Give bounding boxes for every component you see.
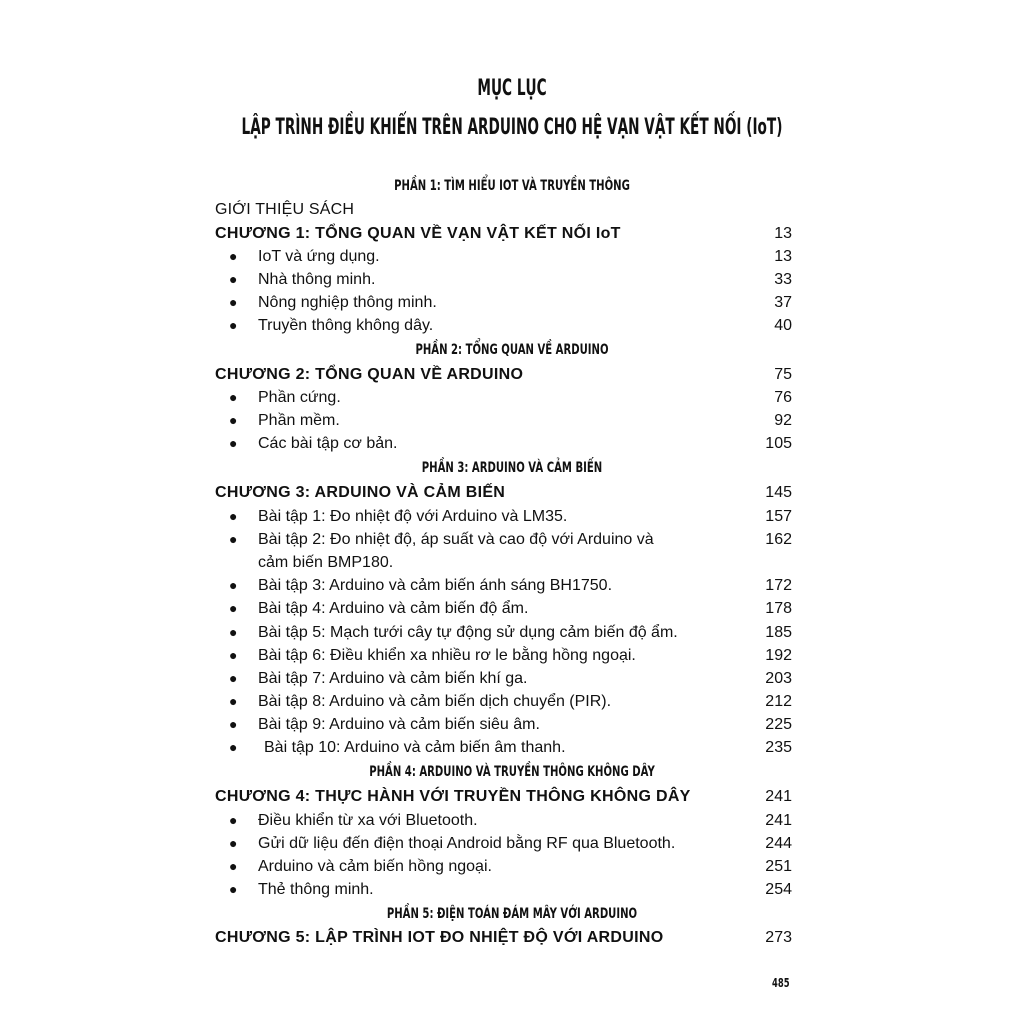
bullet-icon: ●	[229, 624, 238, 640]
entry-text: Các bài tập cơ bản.	[258, 435, 398, 452]
entry-page: 40	[774, 317, 792, 334]
entry-page: 235	[765, 739, 792, 756]
entry-text: Bài tập 9: Arduino và cảm biến siêu âm.	[258, 716, 540, 733]
list-item	[0, 858, 1024, 880]
chapter-3-page: 145	[765, 484, 792, 501]
bullet-icon: ●	[229, 577, 238, 593]
bullet-icon: ●	[229, 670, 238, 686]
entry-page: 76	[774, 389, 792, 406]
chapter-4-page: 241	[765, 788, 792, 805]
entry-page: 212	[765, 693, 792, 710]
entry-text: Bài tập 6: Điều khiển xa nhiều rơ le bằng hồng ngoại.	[258, 647, 636, 664]
bullet-icon: ●	[229, 294, 238, 310]
list-item	[0, 693, 1024, 715]
entry-page: 37	[774, 294, 792, 311]
list-item	[0, 317, 1024, 339]
entry-text: Bài tập 7: Arduino và cảm biến khí ga.	[258, 670, 528, 687]
part-2-heading: PHẦN 2: TỔNG QUAN VỀ ARDUINO	[415, 342, 609, 358]
entry-page: 178	[765, 600, 792, 617]
bullet-icon: ●	[229, 248, 238, 264]
entry-text: Phần mềm.	[258, 412, 340, 429]
bullet-icon: ●	[229, 271, 238, 287]
entry-page: 157	[765, 508, 792, 525]
list-item	[0, 812, 1024, 834]
chapter-1-row	[0, 225, 1024, 247]
page-number: 485	[772, 976, 790, 990]
bullet-icon: ●	[229, 317, 238, 333]
list-item	[0, 531, 1024, 553]
list-item	[0, 624, 1024, 646]
entry-text: Điều khiển từ xa với Bluetooth.	[258, 812, 478, 829]
entry-text: Bài tập 2: Đo nhiệt độ, áp suất và cao độ với Arduino và	[258, 531, 654, 548]
chapter-2-title: CHƯƠNG 2: TỔNG QUAN VỀ ARDUINO	[215, 366, 524, 383]
list-item	[0, 294, 1024, 316]
chapter-3-title: CHƯƠNG 3: ARDUINO VÀ CẢM BIẾN	[215, 484, 506, 501]
list-item	[0, 835, 1024, 857]
entry-text: IoT và ứng dụng.	[258, 248, 380, 265]
page-title: MỤC LỤC	[477, 76, 547, 101]
entry-page: 33	[774, 271, 792, 288]
chapter-5-page: 273	[765, 929, 792, 946]
list-item	[0, 248, 1024, 270]
bullet-icon: ●	[229, 412, 238, 428]
bullet-icon: ●	[229, 858, 238, 874]
chapter-5-row	[0, 929, 1024, 951]
bullet-icon: ●	[229, 435, 238, 451]
entry-text: Bài tập 1: Đo nhiệt độ với Arduino và LM35.	[258, 508, 568, 525]
entry-text: Bài tập 5: Mạch tưới cây tự động sử dụng cảm biến độ ẩm.	[258, 624, 678, 641]
bullet-icon: ●	[229, 531, 238, 547]
intro-entry: GIỚI THIỆU SÁCH	[215, 201, 355, 218]
entry-text: Bài tập 4: Arduino và cảm biến độ ẩm.	[258, 600, 529, 617]
chapter-5-title: CHƯƠNG 5: LẬP TRÌNH IOT ĐO NHIỆT ĐỘ VỚI ARDUINO	[215, 929, 664, 946]
chapter-2-page: 75	[774, 366, 792, 383]
part-1-heading: PHẦN 1: TÌM HIỂU IOT VÀ TRUYỀN THÔNG	[394, 178, 630, 194]
bullet-icon: ●	[229, 389, 238, 405]
bullet-icon: ●	[229, 812, 238, 828]
entry-text: Nông nghiệp thông minh.	[258, 294, 437, 311]
entry-text-continued: cảm biến BMP180.	[258, 554, 394, 571]
list-item	[0, 600, 1024, 622]
list-item	[0, 271, 1024, 293]
entry-page: 105	[765, 435, 792, 452]
bullet-icon: ●	[229, 508, 238, 524]
entry-page: 92	[774, 412, 792, 429]
part-4-heading: PHẦN 4: ARDUINO VÀ TRUYỀN THÔNG KHÔNG DÂY	[369, 764, 655, 780]
entry-page: 162	[765, 531, 792, 548]
list-item	[0, 435, 1024, 457]
bullet-icon: ●	[229, 739, 238, 755]
entry-page: 172	[765, 577, 792, 594]
part-3-heading: PHẦN 3: ARDUINO VÀ CẢM BIẾN	[421, 460, 603, 476]
entry-page: 13	[774, 248, 792, 265]
list-item	[0, 389, 1024, 411]
entry-text: Nhà thông minh.	[258, 271, 376, 288]
entry-page: 225	[765, 716, 792, 733]
entry-page: 254	[765, 881, 792, 898]
chapter-1-page: 13	[774, 225, 792, 242]
entry-text: Thẻ thông minh.	[258, 881, 374, 898]
entry-text: Bài tập 3: Arduino và cảm biến ánh sáng BH1750.	[258, 577, 613, 594]
chapter-2-row	[0, 366, 1024, 388]
bullet-icon: ●	[229, 693, 238, 709]
book-subtitle: LẬP TRÌNH ĐIỀU KHIỂN TRÊN ARDUINO CHO HỆ VẠN VẬT KẾT NỐI (IoT)	[241, 115, 783, 140]
list-item	[0, 670, 1024, 692]
chapter-1-title: CHƯƠNG 1: TỔNG QUAN VỀ VẠN VẬT KẾT NỐI IoT	[215, 225, 621, 242]
entry-page: 192	[765, 647, 792, 664]
list-item	[0, 716, 1024, 738]
entry-text: Arduino và cảm biến hồng ngoại.	[258, 858, 492, 875]
entry-text: Bài tập 8: Arduino và cảm biến dịch chuyển (PIR).	[258, 693, 612, 710]
part-5-heading: PHẦN 5: ĐIỆN TOÁN ĐÁM MÂY VỚI ARDUINO	[386, 906, 638, 922]
entry-page: 251	[765, 858, 792, 875]
entry-page: 241	[765, 812, 792, 829]
bullet-icon: ●	[229, 647, 238, 663]
list-item	[0, 647, 1024, 669]
bullet-icon: ●	[229, 600, 238, 616]
chapter-4-row	[0, 788, 1024, 810]
chapter-3-row	[0, 484, 1024, 506]
list-item	[0, 508, 1024, 530]
entry-page: 244	[765, 835, 792, 852]
chapter-4-title: CHƯƠNG 4: THỰC HÀNH VỚI TRUYỀN THÔNG KHÔNG DÂY	[215, 788, 691, 805]
entry-text: Phần cứng.	[258, 389, 341, 406]
entry-page: 185	[765, 624, 792, 641]
list-item-continuation	[0, 554, 1024, 576]
bullet-icon: ●	[229, 881, 238, 897]
entry-text: Bài tập 10: Arduino và cảm biến âm thanh.	[264, 739, 566, 756]
list-item	[0, 881, 1024, 903]
list-item	[0, 577, 1024, 599]
bullet-icon: ●	[229, 716, 238, 732]
entry-page: 203	[765, 670, 792, 687]
list-item	[0, 412, 1024, 434]
list-item	[0, 739, 1024, 761]
entry-text: Gửi dữ liệu đến điện thoại Android bằng RF qua Bluetooth.	[258, 835, 676, 852]
bullet-icon: ●	[229, 835, 238, 851]
entry-text: Truyền thông không dây.	[258, 317, 434, 334]
